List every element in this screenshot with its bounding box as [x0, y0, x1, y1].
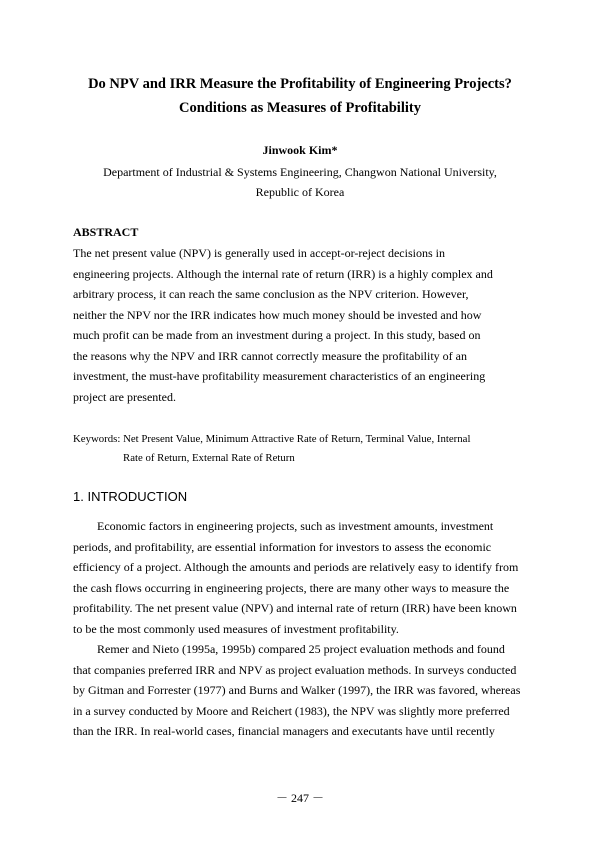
intro-line: in a survey conducted by Moore and Reichert (1983), the NPV was slightly more preferred: [73, 703, 510, 718]
section-heading-introduction: 1. INTRODUCTION: [73, 489, 188, 504]
intro-line: Economic factors in engineering projects, such as investment amounts, investment: [97, 519, 494, 533]
abstract-heading: ABSTRACT: [73, 225, 139, 239]
abstract-line: project are presented.: [73, 389, 176, 404]
title-line-1: Do NPV and IRR Measure the Profitability of Engineering Projects?: [88, 76, 512, 92]
abstract-line: neither the NPV nor the IRR indicates how much money should be invested and how: [73, 307, 482, 322]
intro-line: than the IRR. In real-world cases, financial managers and executants have until recently: [73, 724, 495, 738]
intro-line: that companies preferred IRR and NPV as project evaluation methods. In surveys conducted: [73, 662, 517, 677]
abstract-line: the reasons why the NPV and IRR cannot correctly measure the profitability of an: [73, 348, 468, 363]
introduction-body: [73, 516, 529, 742]
keywords-line-1: Keywords: Net Present Value, Minimum Attractive Rate of Return, Terminal Value, Internal: [73, 433, 471, 445]
paper-title: [40, 72, 560, 120]
intro-line: periods, and profitability, are essential information for investors to assess the economic: [73, 539, 492, 554]
intro-line: by Gitman and Forrester (1977) and Burns and Walker (1997), the IRR was favored, whereas: [73, 683, 521, 697]
intro-line: profitability. The net present value (NPV) and internal rate of return (IRR) have been known: [73, 601, 517, 615]
keywords: [73, 430, 533, 468]
title-line-2: Conditions as Measures of Profitability: [179, 100, 421, 116]
intro-line: the cash flows occurring in engineering projects, there are many other ways to measure the: [73, 580, 510, 595]
abstract-line: engineering projects. Although the internal rate of return (IRR) is a highly complex and: [73, 266, 493, 281]
affiliation-line-2: Republic of Korea: [255, 185, 345, 199]
intro-line: efficiency of a project. Although the amounts and periods are relatively easy to identify from: [73, 560, 519, 574]
abstract-line: investment, the must-have profitability measurement characteristics of an engineering: [73, 369, 486, 383]
abstract-body: [73, 243, 533, 407]
intro-paragraph-2: [73, 639, 529, 660]
abstract-line: The net present value (NPV) is generally used in accept-or-reject decisions in: [73, 246, 445, 260]
intro-line: Remer and Nieto (1995a, 1995b) compared 25 project evaluation methods and found: [97, 642, 505, 656]
page-number: － 247 －: [275, 791, 324, 805]
author-name: Jinwook Kim*: [262, 143, 338, 157]
affiliation-line-1: Department of Industrial & Systems Engineering, Changwon National University,: [103, 165, 497, 179]
abstract-line: arbitrary process, it can reach the same conclusion as the NPV criterion. However,: [73, 287, 469, 301]
intro-paragraph-1: [73, 516, 529, 537]
author-affiliation: [40, 162, 560, 202]
intro-line: to be the most commonly used measures of investment profitability.: [73, 621, 399, 636]
abstract-line: much profit can be made from an investment during a project. In this study, based on: [73, 328, 481, 342]
keywords-line-2: Rate of Return, External Rate of Return: [123, 452, 295, 464]
